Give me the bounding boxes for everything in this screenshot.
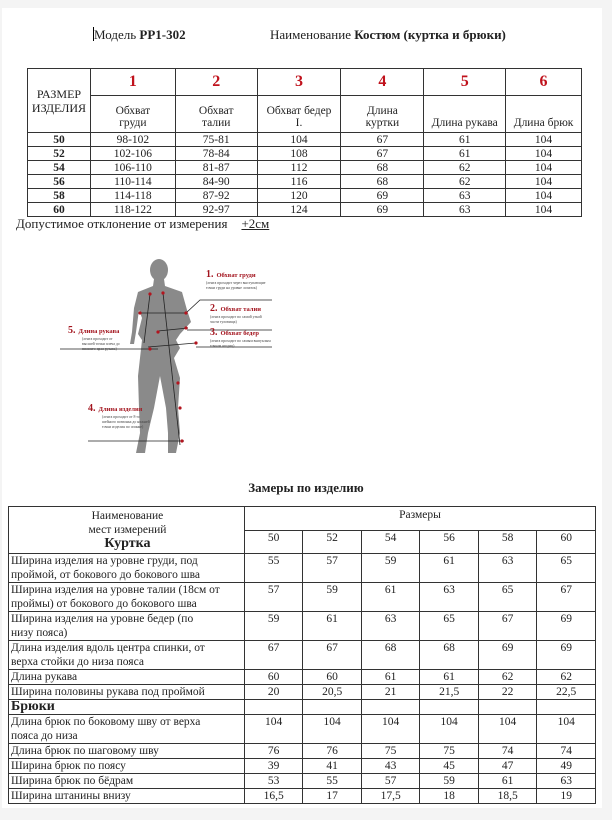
value-cell: 22 xyxy=(478,685,537,700)
product-name-label: Наименование xyxy=(270,27,351,42)
table-row xyxy=(9,744,596,759)
table-row xyxy=(9,759,596,774)
column-header xyxy=(257,96,341,133)
label-line: Ширина штанины внизу xyxy=(11,790,131,802)
value-cell: 78-84 xyxy=(175,147,257,161)
value-cell: 59 xyxy=(420,774,479,789)
value-cell: 61 xyxy=(424,147,506,161)
column-number: 5 xyxy=(424,69,506,96)
value-cell: 106-110 xyxy=(90,161,175,175)
value-cell: 65 xyxy=(478,583,537,612)
tolerance-label: Допустимое отклонение от измерения xyxy=(16,216,228,231)
size-cell: 52 xyxy=(28,147,91,161)
figure-label-note: точки груди на уровне лопаток) xyxy=(206,286,257,290)
figure-label-note: шейного позвонка до нижней xyxy=(102,420,150,424)
header-line-1: Наименование xyxy=(91,510,164,522)
value-cell: 104 xyxy=(361,715,420,744)
figure-label-title xyxy=(68,325,120,336)
garment-measurements-table xyxy=(8,506,596,804)
value-cell: 112 xyxy=(257,161,341,175)
figure-label-title xyxy=(88,403,143,414)
label-line: Ширина брюк по поясу xyxy=(11,760,126,772)
value-cell: 104 xyxy=(420,715,479,744)
value-cell: 61 xyxy=(361,583,420,612)
value-cell: 57 xyxy=(244,583,303,612)
value-cell: 104 xyxy=(244,715,303,744)
figure-label xyxy=(206,269,266,290)
figure-label xyxy=(68,325,120,351)
figure-label-note: (лента проходит от xyxy=(82,337,113,341)
value-cell: 17,5 xyxy=(361,789,420,804)
value-cell: 61 xyxy=(420,554,479,583)
value-cell: 118-122 xyxy=(90,203,175,217)
figure-label-text: Длина изделия xyxy=(98,406,143,413)
figure-label-note: точки изделия по спинке) xyxy=(102,425,144,429)
figure-label-note: части туловища) xyxy=(210,320,237,324)
value-cell: 57 xyxy=(361,774,420,789)
value-cell: 75-81 xyxy=(175,133,257,147)
table-row xyxy=(9,670,596,685)
empty-cell xyxy=(420,700,479,715)
measurement-label xyxy=(9,715,245,744)
value-cell: 68 xyxy=(420,641,479,670)
figure-label-text: Обхват бедер xyxy=(220,330,259,337)
figure-label-note: точкам ягодиц) xyxy=(210,344,235,348)
empty-cell xyxy=(303,700,362,715)
figure-label-text: Обхват груди xyxy=(216,272,256,279)
value-cell: 60 xyxy=(303,670,362,685)
value-cell: 53 xyxy=(244,774,303,789)
value-cell: 68 xyxy=(361,641,420,670)
table-row xyxy=(28,189,582,203)
measurement-label xyxy=(9,774,245,789)
label-line: Длина изделия вдоль центра спинки, от xyxy=(11,642,205,654)
value-cell: 81-87 xyxy=(175,161,257,175)
figure-label-note: высшей точки плеча до xyxy=(82,342,120,346)
figure-label-text: Длина рукава xyxy=(78,328,120,335)
table-row xyxy=(28,133,582,147)
empty-cell xyxy=(478,700,537,715)
value-cell: 62 xyxy=(424,175,506,189)
value-cell: 67 xyxy=(341,133,424,147)
value-cell: 57 xyxy=(303,554,362,583)
measurement-label xyxy=(9,670,245,685)
value-cell: 76 xyxy=(244,744,303,759)
label-line: пояса до низа xyxy=(11,730,78,742)
value-cell: 21,5 xyxy=(420,685,479,700)
product-name-value: Костюм (куртка и брюки) xyxy=(354,27,506,42)
size-column-header: 60 xyxy=(537,531,596,554)
column-number: 4 xyxy=(341,69,424,96)
corner-line-2: ИЗДЕЛИЯ xyxy=(31,100,87,115)
value-cell: 116 xyxy=(257,175,341,189)
value-cell: 108 xyxy=(257,147,341,161)
table-row xyxy=(28,147,582,161)
figure-label-number: 4. xyxy=(88,403,96,414)
value-cell: 69 xyxy=(537,641,596,670)
column-header-line-1: Длина рукава xyxy=(431,117,498,129)
model-line xyxy=(93,27,186,43)
value-cell: 63 xyxy=(420,583,479,612)
value-cell: 63 xyxy=(424,189,506,203)
figure-label-note: (лента проходит через выступающие xyxy=(206,281,266,285)
value-cell: 22,5 xyxy=(537,685,596,700)
size-cell: 56 xyxy=(28,175,91,189)
body-measurement-figure xyxy=(60,248,380,458)
figure-label-number: 2. xyxy=(210,303,218,314)
label-line: проймой, от бокового до бокового шва xyxy=(11,569,200,581)
value-cell: 65 xyxy=(537,554,596,583)
value-cell: 74 xyxy=(537,744,596,759)
size-column-header xyxy=(28,69,91,133)
value-cell: 41 xyxy=(303,759,362,774)
table-row xyxy=(9,685,596,700)
value-cell: 18,5 xyxy=(478,789,537,804)
value-cell: 67 xyxy=(478,612,537,641)
value-cell: 104 xyxy=(257,133,341,147)
column-header-line-2: I. xyxy=(295,117,303,129)
measurement-label xyxy=(9,554,245,583)
column-header-line-1: Обхват xyxy=(115,105,151,117)
value-cell: 98-102 xyxy=(90,133,175,147)
value-cell: 19 xyxy=(537,789,596,804)
value-cell: 62 xyxy=(478,670,537,685)
table-row xyxy=(9,554,596,583)
value-cell: 16,5 xyxy=(244,789,303,804)
value-cell: 67 xyxy=(303,641,362,670)
table-row xyxy=(28,161,582,175)
figure-label-note: (лента проходит по самой узкой xyxy=(210,315,262,319)
table-row xyxy=(28,203,582,217)
value-cell: 63 xyxy=(537,774,596,789)
measurement-label xyxy=(9,789,245,804)
value-cell: 104 xyxy=(506,161,582,175)
value-cell: 59 xyxy=(303,583,362,612)
value-cell: 76 xyxy=(303,744,362,759)
value-cell: 120 xyxy=(257,189,341,203)
column-number: 2 xyxy=(175,69,257,96)
value-cell: 110-114 xyxy=(90,175,175,189)
size-column-header: 56 xyxy=(420,531,479,554)
column-header-line-1: Длина xyxy=(366,105,398,117)
value-cell: 104 xyxy=(506,175,582,189)
size-header-numbers-row xyxy=(28,69,582,96)
measurement-label xyxy=(9,612,245,641)
size-column-header: 58 xyxy=(478,531,537,554)
value-cell: 60 xyxy=(244,670,303,685)
section-title-jacket: Куртка xyxy=(104,536,151,551)
product-name-line xyxy=(270,27,506,43)
value-cell: 102-106 xyxy=(90,147,175,161)
corner-line-1: РАЗМЕР xyxy=(36,86,82,101)
value-cell: 84-90 xyxy=(175,175,257,189)
column-header-line-2: груди xyxy=(119,117,147,129)
section-row xyxy=(9,700,596,715)
label-line: проймы) от бокового до бокового шва xyxy=(11,598,197,610)
value-cell: 104 xyxy=(537,715,596,744)
value-cell: 61 xyxy=(361,670,420,685)
label-line: Ширина изделия на уровне талии (18см от xyxy=(11,584,220,596)
value-cell: 114-118 xyxy=(90,189,175,203)
size-cell: 54 xyxy=(28,161,91,175)
empty-cell xyxy=(361,700,420,715)
value-cell: 104 xyxy=(506,203,582,217)
model-label: Модель xyxy=(94,27,137,42)
size-header-labels-row xyxy=(28,96,582,133)
column-header-line-2: Длина брюк xyxy=(513,117,574,129)
value-cell: 63 xyxy=(424,203,506,217)
measurements-title: Замеры по изделию xyxy=(248,480,364,495)
value-cell: 62 xyxy=(537,670,596,685)
tolerance-value: +2см xyxy=(241,216,270,231)
value-cell: 61 xyxy=(478,774,537,789)
label-line: Длина брюк по шаговому шву xyxy=(11,745,159,757)
value-cell: 18 xyxy=(420,789,479,804)
figure-label-number: 1. xyxy=(206,269,214,280)
column-header xyxy=(506,96,582,133)
value-cell: 61 xyxy=(303,612,362,641)
value-cell: 69 xyxy=(478,641,537,670)
model-value: РР1-302 xyxy=(139,27,186,42)
measurement-name-header xyxy=(9,507,245,554)
value-cell: 104 xyxy=(506,147,582,161)
size-cell: 50 xyxy=(28,133,91,147)
size-column-header: 52 xyxy=(303,531,362,554)
value-cell: 17 xyxy=(303,789,362,804)
value-cell: 61 xyxy=(424,133,506,147)
measurement-label xyxy=(9,744,245,759)
figure-label-number: 3. xyxy=(210,327,218,338)
value-cell: 68 xyxy=(341,175,424,189)
measurement-label xyxy=(9,583,245,612)
column-number: 3 xyxy=(257,69,341,96)
figure-label-title xyxy=(210,327,259,338)
value-cell: 59 xyxy=(361,554,420,583)
table-row xyxy=(9,583,596,612)
column-header-line-2: куртки xyxy=(365,117,400,129)
value-cell: 69 xyxy=(341,189,424,203)
value-cell: 87-92 xyxy=(175,189,257,203)
column-header-line-2: талии xyxy=(202,117,231,129)
figure-label-text: Обхват талии xyxy=(220,306,261,313)
value-cell: 55 xyxy=(303,774,362,789)
value-cell: 104 xyxy=(303,715,362,744)
empty-cell xyxy=(244,700,303,715)
value-cell: 69 xyxy=(537,612,596,641)
value-cell: 69 xyxy=(341,203,424,217)
value-cell: 104 xyxy=(506,133,582,147)
column-header xyxy=(175,96,257,133)
label-line: Длина брюк по боковому шву от верха xyxy=(11,716,201,728)
label-line: Длина рукава xyxy=(11,671,78,683)
size-cell: 60 xyxy=(28,203,91,217)
size-cell: 58 xyxy=(28,189,91,203)
value-cell: 124 xyxy=(257,203,341,217)
value-cell: 104 xyxy=(506,189,582,203)
label-line: верха стойки до низа пояса xyxy=(11,656,144,668)
table-row xyxy=(9,715,596,744)
value-cell: 68 xyxy=(341,161,424,175)
sizes-header: Размеры xyxy=(244,507,595,531)
column-number: 6 xyxy=(506,69,582,96)
value-cell: 55 xyxy=(244,554,303,583)
column-header xyxy=(90,96,175,133)
section-title: Брюки xyxy=(9,700,245,715)
value-cell: 67 xyxy=(244,641,303,670)
table-row xyxy=(9,641,596,670)
meas-header-row xyxy=(9,507,596,531)
column-header-line-1: Обхват xyxy=(198,105,234,117)
value-cell: 20,5 xyxy=(303,685,362,700)
value-cell: 65 xyxy=(420,612,479,641)
measurement-label xyxy=(9,685,245,700)
empty-cell xyxy=(537,700,596,715)
figure-label-title xyxy=(206,269,256,280)
figure-label-note: нижнего края рукава) xyxy=(82,347,117,351)
value-cell: 63 xyxy=(478,554,537,583)
figure-label-note: (лента проходит от 8-го xyxy=(102,415,141,419)
value-cell: 62 xyxy=(424,161,506,175)
figure-label-number: 5. xyxy=(68,325,76,336)
value-cell: 104 xyxy=(478,715,537,744)
value-cell: 59 xyxy=(244,612,303,641)
column-number: 1 xyxy=(90,69,175,96)
column-header xyxy=(424,96,506,133)
value-cell: 45 xyxy=(420,759,479,774)
value-cell: 92-97 xyxy=(175,203,257,217)
size-chart-table xyxy=(27,68,582,217)
column-header-line-1: Обхват бедер xyxy=(266,105,332,117)
measurement-label xyxy=(9,759,245,774)
column-header xyxy=(341,96,424,133)
figure-label-title xyxy=(210,303,261,314)
value-cell: 47 xyxy=(478,759,537,774)
size-column-header: 50 xyxy=(244,531,303,554)
tolerance-note xyxy=(16,216,269,232)
value-cell: 63 xyxy=(361,612,420,641)
label-line: Ширина изделия на уровне груди, под xyxy=(11,555,198,567)
size-column-header: 54 xyxy=(361,531,420,554)
value-cell: 74 xyxy=(478,744,537,759)
value-cell: 67 xyxy=(341,147,424,161)
value-cell: 39 xyxy=(244,759,303,774)
label-line: Ширина половины рукава под проймой xyxy=(11,686,205,698)
figure-label xyxy=(210,303,262,324)
table-row xyxy=(9,612,596,641)
header-line-2: мест измерений xyxy=(88,524,167,536)
value-cell: 20 xyxy=(244,685,303,700)
value-cell: 49 xyxy=(537,759,596,774)
table-row xyxy=(9,774,596,789)
value-cell: 75 xyxy=(361,744,420,759)
label-line: Ширина брюк по бёдрам xyxy=(11,775,134,787)
value-cell: 67 xyxy=(537,583,596,612)
table-row xyxy=(28,175,582,189)
measurement-label xyxy=(9,641,245,670)
figure-label-note: (лента проходит по самым выпуклым xyxy=(210,339,271,343)
label-line: низу пояса) xyxy=(11,627,68,639)
value-cell: 43 xyxy=(361,759,420,774)
value-cell: 75 xyxy=(420,744,479,759)
value-cell: 21 xyxy=(361,685,420,700)
label-line: Ширина изделия на уровне бедер (по xyxy=(11,613,194,625)
value-cell: 61 xyxy=(420,670,479,685)
table-row xyxy=(9,789,596,804)
